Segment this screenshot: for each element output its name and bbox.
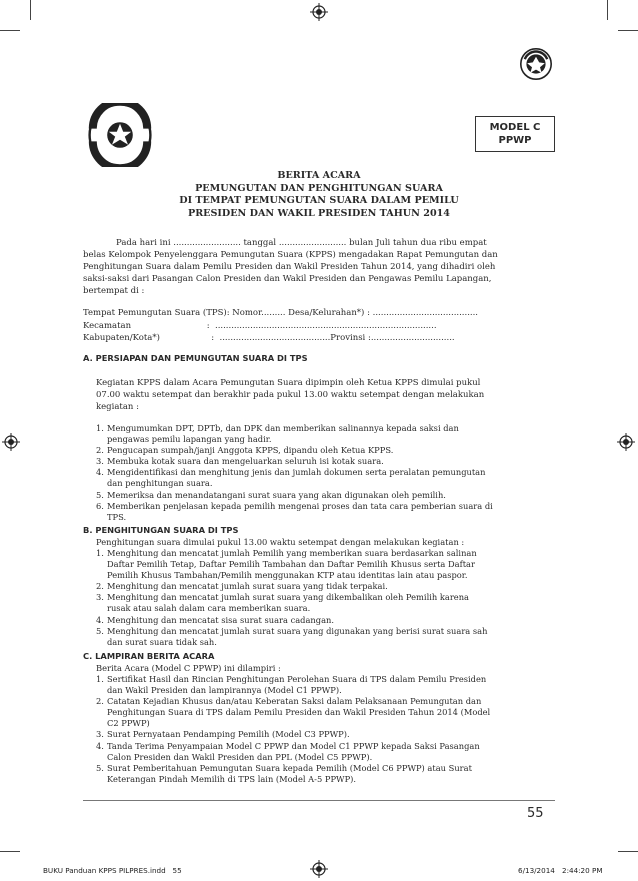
intro-line: bertempat di :: [83, 286, 145, 297]
list-item: [96, 490, 555, 501]
registration-mark-left: [2, 433, 20, 451]
kpu-logo-small: [520, 48, 552, 80]
location-block: [83, 307, 555, 345]
list-item: [96, 456, 555, 467]
list-item-number: 3.: [96, 729, 104, 740]
intro-line: Pada hari ini ......................... tanggal ......................... bulan Juli tahun dua ribu empat: [116, 238, 487, 248]
list-item-line: Menghitung dan mencatat jumlah surat suara yang tidak terpakai.: [107, 581, 388, 592]
list-item-number: 4.: [96, 467, 104, 478]
intro-line: saksi-saksi dari Pasangan Calon Presiden dan Wakil Presiden dan Pengawas Pemilu Lapangan,: [83, 274, 492, 285]
list-item: [96, 763, 555, 785]
footer-rule: [83, 800, 555, 801]
list-item-line: Tanda Terima Penyampaian Model C PPWP dan Model C1 PPWP kepada Saksi Pasangan: [107, 740, 480, 751]
section-c-heading: C. LAMPIRAN BERITA ACARA: [83, 651, 215, 661]
page-number: 55: [527, 806, 544, 821]
title-line: PRESIDEN DAN WAKIL PRESIDEN TAHUN 2014: [187, 207, 450, 219]
list-item-line: TPS.: [107, 511, 127, 522]
section-a-intro: [96, 377, 555, 413]
crop-mark-br-h: [618, 851, 638, 852]
list-item-line: Daftar Pemilih Tetap, Daftar Pemilih Tambahan dan Daftar Pemilih Khusus serta Daftar: [107, 559, 475, 570]
list-item: [96, 548, 555, 581]
list-item: [96, 445, 555, 456]
list-item: [96, 729, 555, 740]
intro-line: Penghitungan Suara dalam Pemilu Presiden dan Wakil Presiden Tahun 2014, yang dihadiri oleh: [83, 262, 496, 273]
list-item-line: Keterangan Pindah Memilih di TPS lain (Model A-5 PPWP).: [107, 773, 357, 784]
list-item: [96, 741, 555, 763]
section-a-intro-line: Kegiatan KPPS dalam Acara Pemungutan Suara dipimpin oleh Ketua KPPS dimulai pukul: [96, 378, 481, 388]
list-item-line: Membuka kotak suara dan mengeluarkan seluruh isi kotak suara.: [107, 456, 384, 467]
model-label-line-2: PPWP: [498, 135, 532, 146]
section-a-list: [96, 423, 555, 523]
section-c-list: [96, 674, 555, 785]
list-item: [96, 696, 555, 729]
list-item-number: 1.: [96, 674, 104, 684]
list-item-line: C2 PPWP): [107, 718, 150, 729]
location-line: Kabupaten/Kota*) : .........................................Provinsi :...............................: [83, 333, 455, 344]
list-item-number: 4.: [96, 740, 104, 751]
crop-mark-tr-v: [607, 0, 608, 20]
registration-mark-top: [310, 3, 328, 21]
list-item-number: 5.: [96, 762, 104, 773]
list-item-number: 3.: [96, 592, 104, 603]
list-item-number: 5.: [96, 625, 104, 636]
title-line: BERITA ACARA: [277, 170, 361, 181]
crop-mark-bl-h: [0, 851, 20, 852]
section-a-heading: A. PERSIAPAN DAN PEMUNGUTAN SUARA DI TPS: [83, 353, 308, 363]
list-item-number: 2.: [96, 445, 104, 456]
list-item-line: pengawas pemilu lapangan yang hadir.: [107, 434, 272, 445]
list-item-line: Memberikan penjelasan kepada pemilih mengenai proses dan tata cara pemberian suara di: [107, 500, 493, 511]
footer-time: 2:44:20 PM: [562, 866, 603, 875]
list-item-line: Catatan Kejadian Khusus dan/atau Keberatan Saksi dalam Pelaksanaan Pemungutan dan: [107, 696, 482, 707]
footer-date: 6/13/2014: [518, 866, 555, 875]
list-item-line: Surat Pemberitahuan Pemungutan Suara kepada Pemilih (Model C6 PPWP) atau Surat: [107, 762, 472, 773]
registration-mark-right: [617, 433, 635, 451]
section-c-intro: Berita Acara (Model C PPWP) ini dilampiri :: [96, 663, 281, 673]
list-item-line: Calon Presiden dan Wakil Presiden dan PPL (Model C5 PPWP).: [107, 751, 373, 762]
list-item-line: Mengumumkan DPT, DPTb, dan DPK dan memberikan salinannya kepada saksi dan: [107, 423, 459, 433]
list-item-line: Surat Pernyataan Pendamping Pemilih (Model C3 PPWP).: [107, 729, 350, 740]
list-item-line: Menghitung dan mencatat jumlah surat suara yang dikembalikan oleh Pemilih karena: [107, 592, 470, 603]
list-item-line: rusak atau salah dalam cara memberikan suara.: [107, 603, 311, 614]
list-item-number: 3.: [96, 456, 104, 467]
list-item-number: 2.: [96, 696, 104, 707]
footer-filename: BUKU Panduan KPPS PILPRES.indd 55: [43, 866, 182, 875]
document-title: [0, 170, 638, 220]
list-item: [96, 615, 555, 626]
list-item: [96, 467, 555, 489]
section-b-intro: Penghitungan suara dimulai pukul 13.00 waktu setempat dengan melakukan kegiatan :: [96, 537, 465, 547]
model-label-box: [475, 116, 555, 152]
list-item: [96, 423, 555, 445]
list-item-line: Pemilih Khusus Tambahan/Pemilih menggunakan KTP atau identitas lain atau paspor.: [107, 570, 468, 581]
crop-mark-tl-v: [30, 0, 31, 20]
kpu-logo-large: [88, 103, 152, 167]
list-item: [96, 592, 555, 614]
list-item: [96, 626, 555, 648]
intro-line: belas Kelompok Penyelenggara Pemungutan Suara (KPPS) mengadakan Rapat Pemungutan dan: [83, 250, 498, 261]
list-item-line: Pengucapan sumpah/janji Anggota KPPS, dipandu oleh Ketua KPPS.: [107, 445, 394, 456]
list-item: [96, 674, 555, 696]
list-item-number: 4.: [96, 614, 104, 625]
list-item-line: dan Wakil Presiden dan lampirannya (Model C1 PPWP).: [107, 685, 342, 696]
list-item-line: Menghitung dan mencatat jumlah surat suara yang digunakan yang berisi surat suara sah: [107, 625, 488, 636]
list-item-line: Memeriksa dan menandatangani surat suara yang akan digunakan oleh pemilih.: [107, 489, 446, 500]
location-line: Tempat Pemungutan Suara (TPS): Nomor......... Desa/Kelurahan*) : .......................................: [83, 308, 479, 318]
crop-mark-tr-h: [618, 30, 638, 31]
list-item-line: dan penghitungan suara.: [107, 478, 213, 489]
list-item: [96, 501, 555, 523]
list-item-number: 6.: [96, 500, 104, 511]
model-label-line-1: MODEL C: [489, 122, 541, 133]
list-item-line: Menghitung dan mencatat sisa surat suara cadangan.: [107, 614, 335, 625]
list-item: [96, 581, 555, 592]
list-item-number: 5.: [96, 489, 104, 500]
list-item-line: Penghitungan Suara di TPS dalam Pemilu Presiden dan Wakil Presiden Tahun 2014 (Model: [107, 707, 491, 718]
section-b-heading: B. PENGHITUNGAN SUARA DI TPS: [83, 525, 239, 535]
title-line: PEMUNGUTAN DAN PENGHITUNGAN SUARA: [195, 182, 443, 194]
list-item-line: Mengidentifikasi dan menghitung jenis dan jumlah dokumen serta peralatan pemungutan: [107, 467, 486, 478]
section-b-list: [96, 548, 555, 648]
list-item-line: dan surat suara tidak sah.: [107, 636, 217, 647]
list-item-line: Sertifikat Hasil dan Rincian Penghitungan Perolehan Suara di TPS dalam Pemilu Presiden: [107, 674, 487, 684]
location-line: Kecamatan : ..................................................................................: [83, 320, 437, 331]
section-a-intro-line: 07.00 waktu setempat dan berakhir pada pukul 13.00 waktu setempat dengan melakukan: [96, 390, 485, 401]
list-item-line: Menghitung dan mencatat jumlah Pemilih yang memberikan suara berdasarkan salinan: [107, 548, 477, 558]
crop-mark-tl-h: [0, 30, 20, 31]
registration-mark-bottom: [310, 860, 328, 878]
title-line: DI TEMPAT PEMUNGUTAN SUARA DALAM PEMILU: [179, 195, 459, 207]
list-item-number: 1.: [96, 548, 104, 558]
list-item-number: 1.: [96, 423, 104, 433]
list-item-number: 2.: [96, 581, 104, 592]
section-a-intro-line: kegiatan :: [96, 402, 139, 413]
intro-paragraph: [83, 237, 555, 297]
